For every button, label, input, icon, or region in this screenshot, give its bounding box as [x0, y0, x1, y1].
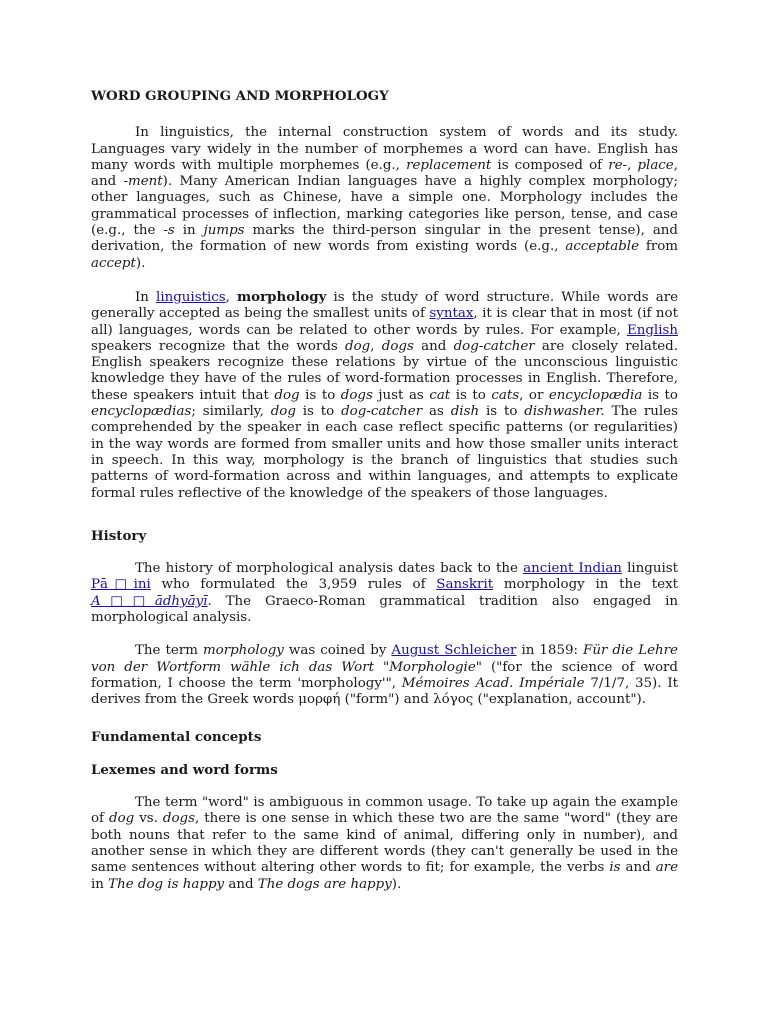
italic-term: place	[637, 157, 674, 173]
italic-term: dogs	[340, 387, 373, 403]
text-run: ).	[135, 255, 146, 271]
text-run: is to	[299, 387, 341, 403]
italic-term: jumps	[203, 223, 245, 239]
paragraph-morphology-definition	[91, 289, 678, 502]
text-run: is to	[450, 387, 492, 403]
italic-term: -ment	[123, 174, 163, 190]
text-run: ; similarly,	[191, 404, 271, 420]
text-run: In	[135, 289, 157, 305]
italic-term: acceptable	[565, 239, 639, 255]
link-ancient-indian[interactable]: ancient Indian	[523, 561, 622, 577]
italic-term: encyclopædias	[91, 404, 192, 420]
italic-term: dogs	[381, 338, 414, 354]
text-run: was coined by	[283, 643, 392, 659]
text-run: in	[91, 876, 109, 892]
italic-term: dog	[270, 404, 296, 420]
italic-citation: Mémoires Acad. Impériale	[401, 675, 585, 691]
text-run: In linguistics, the internal construction system of words and its study. Languages vary widely in the number of morphemes a word can have. English has many words with multiple morphemes (e.g.,	[91, 125, 678, 173]
link-panini[interactable]: Pā□ini	[91, 577, 151, 593]
paragraph-history	[91, 561, 678, 626]
text-run: . The Graeco-Roman grammatical tradition also engaged in morphological analysis.	[91, 593, 678, 626]
text-run: who formulated the 3,959 rules of	[150, 577, 437, 593]
link-august-schleicher[interactable]: August Schleicher	[391, 643, 517, 659]
text-run: The rules comprehended by the speaker in each case reflect specific patterns (or regularities) in the way words are formed from smaller units and how those smaller units interact in speech. In this way, morphology is the branch of linguistics that studies such patterns of word-formation across and within languages, and attempts to explicate formal rules reflective of the knowledge of the speakers of those languages.	[91, 404, 678, 501]
text-run: is to	[479, 404, 525, 420]
text-run: and	[620, 860, 656, 876]
bold-term: morphology	[237, 288, 327, 305]
text-run: in	[174, 223, 204, 239]
text-run: morphology in the text	[493, 577, 678, 593]
text-run: is to	[642, 387, 678, 403]
italic-quote: Für die Lehre von der Wortform wähle ich das Wort "Morphologie"	[91, 643, 678, 675]
italic-term: accept	[91, 255, 136, 271]
italic-term: dog	[345, 338, 371, 354]
link-linguistics[interactable]: linguistics	[156, 289, 226, 305]
document-title: WORD GROUPING AND MORPHOLOGY	[91, 88, 389, 104]
text-run: ("for the science of word formation, I choose the term 'morphology'",	[91, 659, 678, 691]
italic-term: dog	[109, 811, 135, 827]
text-run: , there is one sense in which these two are the same "word" (they are both nouns that refer to the same kind of animal, differing only in number), and another sense in which they are different words (they can't generally be used in the same sentences without altering other words to fit; for example, the verbs	[91, 811, 678, 876]
text-run: The term	[135, 643, 203, 659]
italic-term: The dog is happy	[108, 876, 225, 892]
italic-term: cat	[429, 387, 451, 403]
text-run: 7/1/7, 35). It derives from the Greek words μορφή ("form") and λόγος ("explanation, account").	[91, 675, 678, 708]
document-page	[91, 88, 678, 893]
text-run: ,	[627, 157, 638, 173]
text-run: ). Many American Indian languages have a highly complex morphology; other languages, such as Chinese, have a simple one. Morphology includes the grammatical processes of inflection, marking categories like person, tense, and case (e.g., the	[91, 174, 678, 239]
text-run: marks the third-person singular in the present tense), and derivation, the formation of new words from existing words (e.g.,	[91, 223, 679, 255]
text-run: , or	[519, 387, 549, 403]
italic-term: dogs	[162, 811, 195, 827]
text-run: The term "word" is ambiguous in common usage. To take up again the example of	[91, 795, 678, 827]
text-run: and	[224, 876, 258, 892]
italic-term: cats	[491, 387, 520, 403]
text-run: The history of morphological analysis dates back to the	[135, 561, 524, 577]
section-heading-fundamental-concepts: Fundamental concepts	[91, 728, 262, 745]
italic-term: morphology	[202, 643, 284, 659]
italic-term: dish	[450, 404, 480, 420]
italic-term: encyclopædia	[548, 387, 643, 403]
italic-term: dog-catcher	[453, 338, 535, 354]
text-run: in 1859:	[516, 643, 584, 659]
text-run: ,	[370, 338, 382, 354]
section-heading-lexemes: Lexemes and word forms	[91, 761, 278, 778]
italic-term: dog	[274, 387, 300, 403]
text-run: ).	[391, 876, 402, 892]
text-run: from	[639, 239, 678, 255]
paragraph-intro	[91, 125, 678, 272]
italic-term: are	[655, 860, 678, 876]
link-english[interactable]: English	[626, 322, 678, 338]
italic-term: re-	[608, 157, 628, 173]
paragraph-term-origin	[91, 643, 678, 708]
italic-term: -s	[163, 223, 175, 239]
text-run: vs.	[134, 811, 163, 827]
text-run: , and	[91, 157, 678, 190]
text-run: are closely related. English speakers recognize these relations by virtue of the unconscious linguistic knowledge they have of the rules of word-formation processes in English. Therefore, these speakers intuit that	[91, 338, 678, 403]
section-heading-history: History	[91, 527, 147, 544]
text-run: , it is clear that in most (if not all) languages, words can be related to other words by rules. For example,	[91, 306, 678, 338]
text-run: linguist	[621, 561, 679, 577]
link-ashtadhyayi[interactable]: A□□ādhyāyī	[91, 593, 208, 609]
italic-term: is	[609, 860, 621, 876]
text-run: as	[422, 404, 451, 420]
italic-term: The dogs are happy	[257, 876, 392, 892]
text-run: is the study of word structure. While words are generally accepted as being the smallest units of	[91, 289, 679, 322]
italic-term: dishwasher.	[524, 404, 605, 420]
text-run: and	[413, 338, 454, 354]
text-run: is to	[295, 404, 342, 420]
text-run: ,	[225, 289, 238, 305]
italic-term: dog-catcher	[341, 404, 423, 420]
text-run: is composed of	[491, 157, 609, 173]
paragraph-lexemes	[91, 795, 678, 893]
link-sanskrit[interactable]: Sanskrit	[436, 577, 494, 593]
link-syntax[interactable]: syntax	[429, 306, 474, 322]
text-run: speakers recognize that the words	[91, 338, 346, 354]
text-run: just as	[372, 387, 430, 403]
italic-term: replacement	[406, 157, 492, 173]
